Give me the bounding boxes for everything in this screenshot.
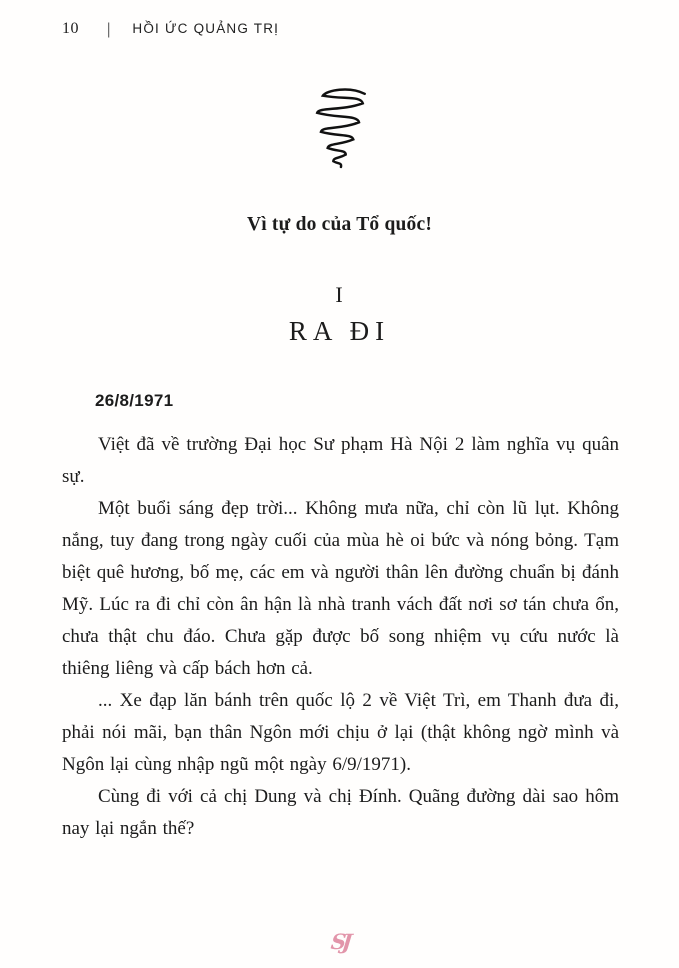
scribble-ornament-icon xyxy=(0,82,679,174)
page-footer xyxy=(0,929,679,954)
body-text xyxy=(62,429,619,845)
page-number: 10 xyxy=(62,20,79,37)
page-header xyxy=(0,0,679,38)
chapter-title: RA ĐI xyxy=(288,316,391,346)
dedication-line: Vì tự do của Tổ quốc! xyxy=(246,214,433,235)
running-title: HỒI ỨC QUẢNG TRỊ xyxy=(132,21,280,36)
scribble-icon xyxy=(302,82,378,174)
paragraph-2: Một buổi sáng đẹp trời... Không mưa nữa, chỉ còn lũ lụt. Không nắng, tuy đang trong ngày cuối của mùa hè oi bức và nóng bỏng. Tạm biệt quê hương, bố mẹ, các em và người thân lên đường chuẩn bị đánh Mỹ. Lúc ra đi chỉ còn ân hận là nhà tranh vách đất nơi sơ tán chưa ổn, chưa thật chu đáo. Chưa gặp được bố song nhiệm vụ cứu nước là thiêng liêng và cấp bách hơn cả. xyxy=(62,498,619,679)
header-separator: | xyxy=(107,19,111,38)
paragraph-3: ... Xe đạp lăn bánh trên quốc lộ 2 về Việt Trì, em Thanh đưa đi, phải nói mãi, bạn thân Ngôn mới chịu ở lại (thật không ngờ mình và Ngôn lại cùng nhập ngũ một ngày 6/9/1971). xyxy=(62,690,619,775)
paragraph-1: Việt đã về trường Đại học Sư phạm Hà Nội 2 làm nghĩa vụ quân sự. xyxy=(62,434,619,487)
date-heading: 26/8/1971 xyxy=(95,391,174,410)
paragraph-4: Cùng đi với cả chị Dung và chị Đính. Quãng đường dài sao hôm nay lại ngắn thế? xyxy=(62,786,619,839)
publisher-logo-icon: SJ xyxy=(329,929,350,954)
chapter-number: I xyxy=(335,282,344,307)
